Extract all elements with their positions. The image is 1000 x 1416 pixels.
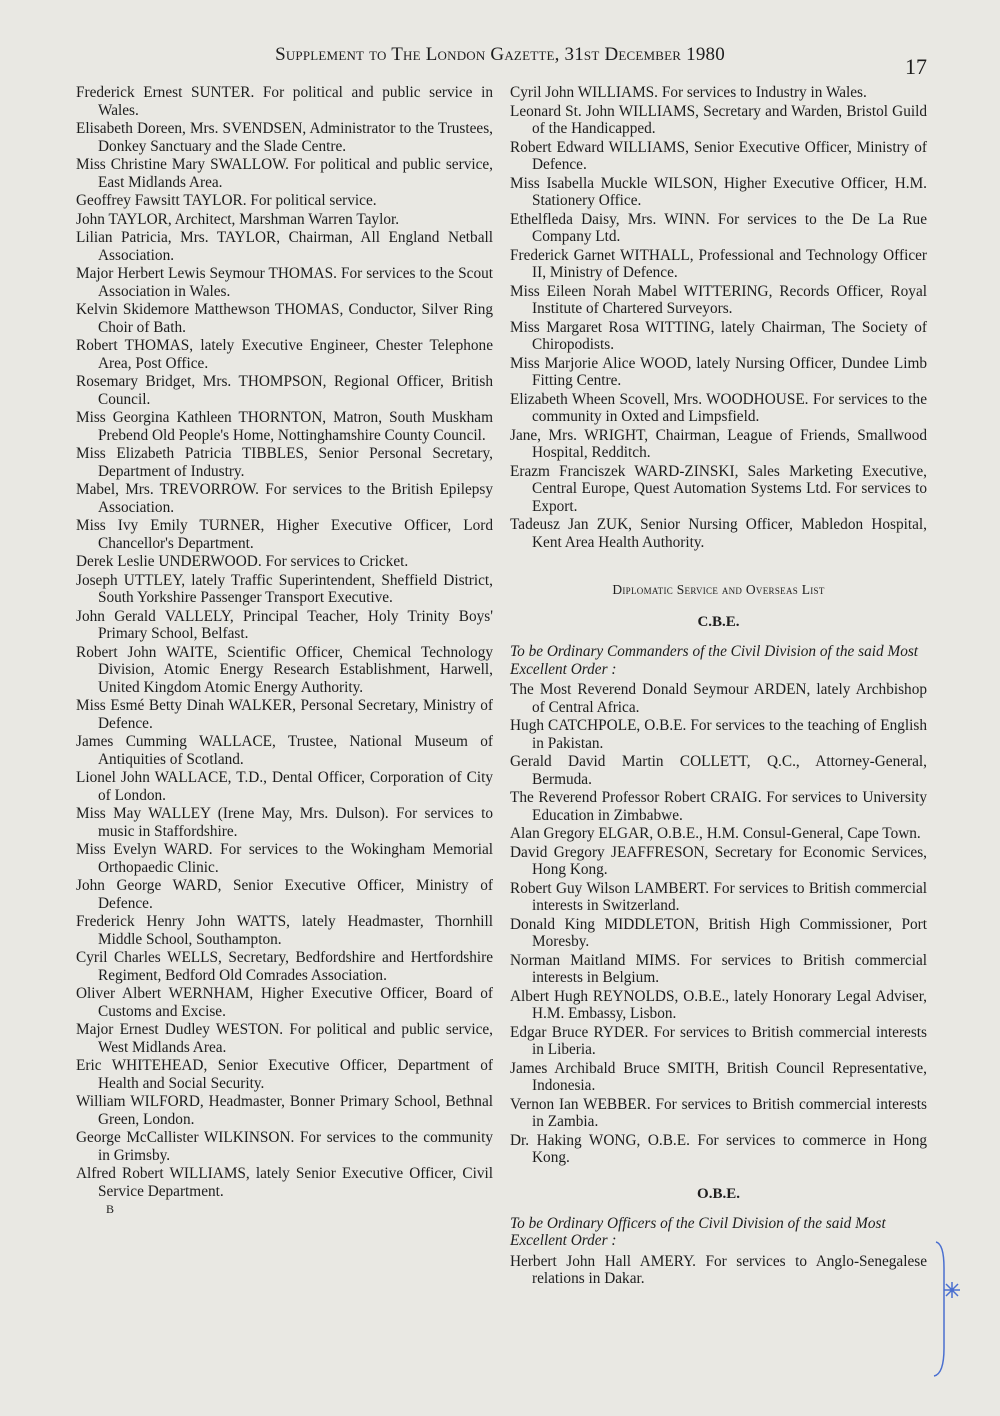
obe-entry-list	[510, 1253, 927, 1288]
left-column	[76, 84, 493, 1217]
honours-entry: Leonard St. John WILLIAMS, Secretary and Warden, Bristol Guild of the Handicapped.	[510, 102, 927, 137]
honours-entry: Frederick Henry John WATTS, lately Headmaster, Thornhill Middle School, Southampton.	[76, 913, 493, 948]
honours-entry: Miss Eileen Norah Mabel WITTERING, Records Officer, Royal Institute of Chartered Surveyors.	[510, 282, 927, 317]
honours-entry: Robert Edward WILLIAMS, Senior Executive Officer, Ministry of Defence.	[510, 138, 927, 173]
honours-entry: Norman Maitland MIMS. For services to British commercial interests in Belgium.	[510, 951, 927, 986]
honours-entry: Derek Leslie UNDERWOOD. For services to Cricket.	[76, 553, 409, 570]
page-number: 17	[905, 54, 927, 79]
obe-heading: O.B.E.	[697, 1185, 740, 1202]
honours-entry: Miss May WALLEY (Irene May, Mrs. Dulson). For services to music in Staffordshire.	[76, 805, 493, 840]
honours-entry: Herbert John Hall AMERY. For services to Anglo-Senegalese relations in Dakar.	[510, 1252, 927, 1287]
honours-entry: Geoffrey Fawsitt TAYLOR. For political service.	[76, 192, 377, 209]
honours-entry: Miss Christine Mary SWALLOW. For political and public service, East Midlands Area.	[76, 156, 493, 191]
honours-entry: Gerald David Martin COLLETT, Q.C., Attorney-General, Bermuda.	[510, 753, 927, 788]
honours-entry: John George WARD, Senior Executive Officer, Ministry of Defence.	[76, 877, 493, 912]
honours-entry: Major Herbert Lewis Seymour THOMAS. For services to the Scout Association in Wales.	[76, 265, 493, 300]
honours-entry: Oliver Albert WERNHAM, Higher Executive Officer, Board of Customs and Excise.	[76, 985, 493, 1020]
honours-entry: Miss Isabella Muckle WILSON, Higher Executive Officer, H.M. Stationery Office.	[510, 174, 927, 209]
honours-entry: Frederick Ernest SUNTER. For political and public service in Wales.	[76, 84, 493, 119]
honours-entry: Robert John WAITE, Scientific Officer, Chemical Technology Division, Atomic Energy Research Establishment, Harwell, United Kingdom Atomic Energy Authority.	[76, 643, 493, 696]
cbe-intro: To be Ordinary Commanders of the Civil Division of the said Most Excellent Order :	[510, 643, 919, 678]
honours-entry: Frederick Garnet WITHALL, Professional and Technology Officer II, Ministry of Defence.	[510, 246, 927, 281]
honours-entry: Miss Margaret Rosa WITTING, lately Chairman, The Society of Chiropodists.	[510, 318, 927, 353]
obe-intro: To be Ordinary Officers of the Civil Division of the said Most Excellent Order :	[510, 1214, 886, 1249]
honours-entry: Miss Elizabeth Patricia TIBBLES, Senior Personal Secretary, Department of Industry.	[76, 445, 493, 480]
honours-entry: Cyril John WILLIAMS. For services to Industry in Wales.	[510, 84, 867, 101]
left-entry-list	[76, 84, 493, 1200]
honours-entry: David Gregory JEAFFRESON, Secretary for Economic Services, Hong Kong.	[510, 843, 927, 878]
honours-entry: Joseph UTTLEY, lately Traffic Superintendent, Sheffield District, South Yorkshire Passenger Transport Executive.	[76, 571, 493, 606]
honours-entry: Robert Guy Wilson LAMBERT. For services to British commercial interests in Switzerland.	[510, 879, 927, 914]
honours-entry: William WILFORD, Headmaster, Bonner Primary School, Bethnal Green, London.	[76, 1093, 493, 1128]
honours-entry: The Reverend Professor Robert CRAIG. For services to University Education in Zimbabwe.	[510, 789, 927, 824]
honours-entry: Hugh CATCHPOLE, O.B.E. For services to the teaching of English in Pakistan.	[510, 717, 927, 752]
honours-entry: John TAYLOR, Architect, Marshman Warren Taylor.	[76, 210, 400, 228]
honours-entry: Dr. Haking WONG, O.B.E. For services to commerce in Hong Kong.	[510, 1131, 927, 1166]
honours-entry: Miss Esmé Betty Dinah WALKER, Personal Secretary, Ministry of Defence.	[76, 697, 493, 732]
honours-entry: Tadeusz Jan ZUK, Senior Nursing Officer, Mabledon Hospital, Kent Area Health Authority.	[510, 516, 927, 551]
honours-entry: Eric WHITEHEAD, Senior Executive Officer, Department of Health and Social Security.	[76, 1057, 493, 1092]
signature-mark: B	[106, 1202, 115, 1216]
pen-bracket-asterisk-icon	[930, 1238, 960, 1378]
honours-entry: Cyril Charles WELLS, Secretary, Bedfordshire and Hertfordshire Regiment, Bedford Old Comrades Association.	[76, 949, 493, 984]
honours-entry: John Gerald VALLELY, Principal Teacher, Holy Trinity Boys' Primary School, Belfast.	[76, 607, 493, 642]
honours-entry: Ethelfleda Daisy, Mrs. WINN. For services to the De La Rue Company Ltd.	[510, 210, 927, 245]
honours-entry: Elizabeth Wheen Scovell, Mrs. WOODHOUSE. For services to the community in Oxted and Limpsfield.	[510, 390, 927, 425]
honours-entry: Alfred Robert WILLIAMS, lately Senior Executive Officer, Civil Service Department.	[76, 1165, 493, 1200]
honours-entry: Kelvin Skidemore Matthewson THOMAS, Conductor, Silver Ring Choir of Bath.	[76, 301, 493, 336]
honours-entry: Lilian Patricia, Mrs. TAYLOR, Chairman, All England Netball Association.	[76, 229, 493, 264]
honours-entry: Miss Evelyn WARD. For services to the Wokingham Memorial Orthopaedic Clinic.	[76, 841, 493, 876]
honours-entry: James Archibald Bruce SMITH, British Council Representative, Indonesia.	[510, 1059, 927, 1094]
honours-entry: Jane, Mrs. WRIGHT, Chairman, League of Friends, Smallwood Hospital, Redditch.	[510, 426, 927, 461]
honours-entry: Miss Marjorie Alice WOOD, lately Nursing Officer, Dundee Limb Fitting Centre.	[510, 354, 927, 389]
honours-entry: Miss Ivy Emily TURNER, Higher Executive Officer, Lord Chancellor's Department.	[76, 517, 493, 552]
honours-entry: Elisabeth Doreen, Mrs. SVENDSEN, Administrator to the Trustees, Donkey Sanctuary and the Slade Centre.	[76, 120, 493, 155]
honours-entry: Rosemary Bridget, Mrs. THOMPSON, Regional Officer, British Council.	[76, 373, 493, 408]
honours-entry: Donald King MIDDLETON, British High Commissioner, Port Moresby.	[510, 915, 927, 950]
honours-entry: Alan Gregory ELGAR, O.B.E., H.M. Consul-General, Cape Town.	[510, 825, 921, 842]
honours-entry: Miss Georgina Kathleen THORNTON, Matron, South Muskham Prebend Old People's Home, Nottinghamshire County Council.	[76, 409, 493, 444]
right-entry-list	[510, 84, 927, 551]
honours-entry: Edgar Bruce RYDER. For services to British commercial interests in Liberia.	[510, 1023, 927, 1058]
honours-entry: Albert Hugh REYNOLDS, O.B.E., lately Honorary Legal Adviser, H.M. Embassy, Lisbon.	[510, 987, 927, 1022]
cbe-heading: C.B.E.	[697, 614, 740, 630]
honours-entry: The Most Reverend Donald Seymour ARDEN, lately Archbishop of Central Africa.	[510, 681, 927, 716]
honours-entry: Major Ernest Dudley WESTON. For political and public service, West Midlands Area.	[76, 1021, 493, 1056]
section-title: Diplomatic Service and Overseas List	[612, 582, 825, 597]
right-column	[510, 84, 927, 1289]
honours-entry: James Cumming WALLACE, Trustee, National Museum of Antiquities of Scotland.	[76, 733, 493, 768]
honours-entry: Erazm Franciszek WARD-ZINSKI, Sales Marketing Executive, Central Europe, Quest Automation Systems Ltd. For services to Export.	[510, 462, 927, 515]
honours-entry: Robert THOMAS, lately Executive Engineer, Chester Telephone Area, Post Office.	[76, 337, 493, 372]
honours-entry: Lionel John WALLACE, T.D., Dental Officer, Corporation of City of London.	[76, 769, 493, 804]
honours-entry: Vernon Ian WEBBER. For services to British commercial interests in Zambia.	[510, 1095, 927, 1130]
page-header: Supplement to The London Gazette, 31st December 1980	[275, 44, 725, 65]
honours-entry: Mabel, Mrs. TREVORROW. For services to the British Epilepsy Association.	[76, 481, 493, 516]
cbe-entry-list	[510, 681, 927, 1167]
honours-entry: George McCallister WILKINSON. For services to the community in Grimsby.	[76, 1129, 493, 1164]
